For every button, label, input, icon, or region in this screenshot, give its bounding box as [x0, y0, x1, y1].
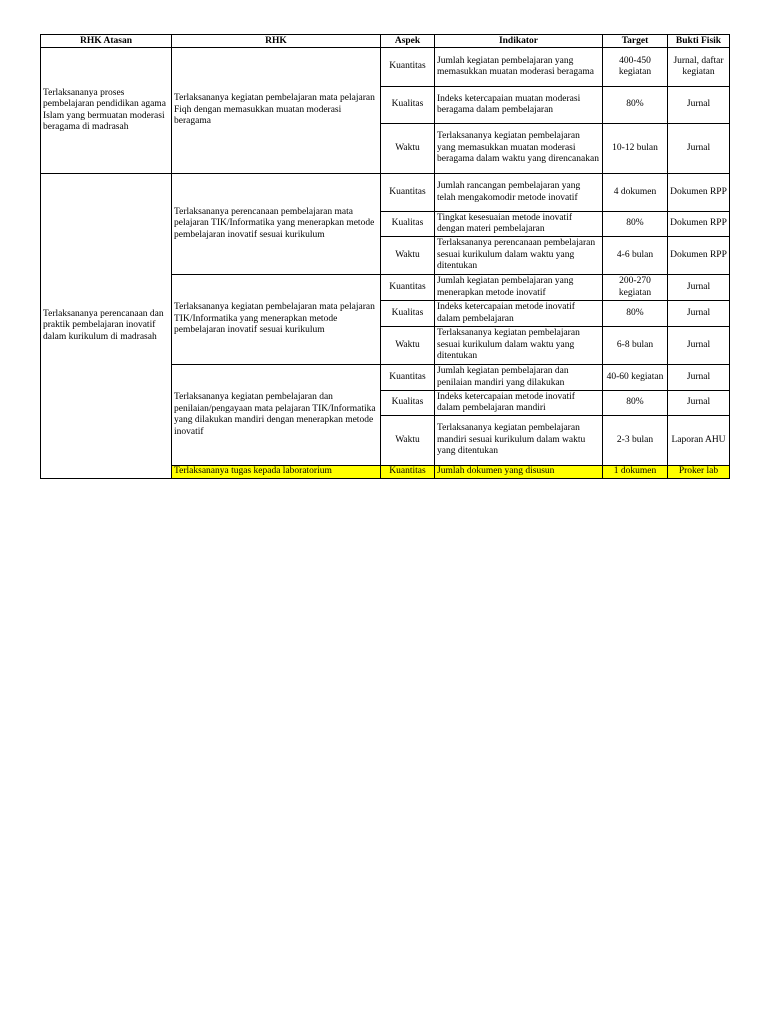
header-indikator: Indikator — [435, 35, 603, 48]
target-cell: 80% — [603, 212, 668, 237]
indikator-cell: Indeks ketercapaian metode inovatif dalam pembelajaran mandiri — [435, 391, 603, 416]
header-rhk-atasan: RHK Atasan — [41, 35, 172, 48]
table-row — [41, 174, 730, 212]
bukti-fisik-cell: Jurnal — [668, 301, 730, 327]
bukti-fisik-cell: Laporan AHU — [668, 416, 730, 466]
target-cell: 2-3 bulan — [603, 416, 668, 466]
rhk-cell: Terlaksananya kegiatan pembelajaran dan penilaian/pengayaan mata pelajaran TIK/Informatika yang dilakukan mandiri dengan menerapkan metode inovatif — [172, 365, 381, 466]
indikator-cell: Terlaksananya kegiatan pembelajaran yang memasukkan muatan moderasi beragama dalam waktu yang direncanakan — [435, 124, 603, 174]
target-cell: 1 dokumen — [603, 466, 668, 479]
target-cell: 400-450 kegiatan — [603, 48, 668, 87]
indikator-cell: Jumlah rancangan pembelajaran yang telah mengakomodir metode inovatif — [435, 174, 603, 212]
target-cell: 4-6 bulan — [603, 237, 668, 275]
bukti-fisik-cell: Jurnal — [668, 365, 730, 391]
aspek-cell: Kuantitas — [381, 174, 435, 212]
header-rhk: RHK — [172, 35, 381, 48]
target-cell: 80% — [603, 301, 668, 327]
bukti-fisik-cell: Jurnal — [668, 327, 730, 365]
bukti-fisik-cell: Dokumen RPP — [668, 237, 730, 275]
rhk-atasan-cell: Terlaksananya perencanaan dan praktik pembelajaran inovatif dalam kurikulum di madrasah — [41, 174, 172, 479]
bukti-fisik-cell: Jurnal — [668, 124, 730, 174]
header-target: Target — [603, 35, 668, 48]
rhk-cell: Terlaksananya kegiatan pembelajaran mata pelajaran Fiqh dengan memasukkan muatan moderasi beragama — [172, 48, 381, 174]
indikator-cell: Jumlah kegiatan pembelajaran yang menerapkan metode inovatif — [435, 275, 603, 301]
rhk-cell: Terlaksananya tugas kepada laboratorium — [172, 466, 381, 479]
header-bukti-fisik: Bukti Fisik — [668, 35, 730, 48]
indikator-cell: Jumlah kegiatan pembelajaran yang memasukkan muatan moderasi beragama — [435, 48, 603, 87]
aspek-cell: Waktu — [381, 327, 435, 365]
bukti-fisik-cell: Proker lab — [668, 466, 730, 479]
target-cell: 40-60 kegiatan — [603, 365, 668, 391]
aspek-cell: Kuantitas — [381, 48, 435, 87]
header-aspek: Aspek — [381, 35, 435, 48]
aspek-cell: Kualitas — [381, 391, 435, 416]
aspek-cell: Kualitas — [381, 87, 435, 124]
target-cell: 200-270 kegiatan — [603, 275, 668, 301]
target-cell: 80% — [603, 391, 668, 416]
indikator-cell: Terlaksananya kegiatan pembelajaran mandiri sesuai kurikulum dalam waktu yang ditentukan — [435, 416, 603, 466]
indikator-cell: Terlaksananya perencanaan pembelajaran sesuai kurikulum dalam waktu yang ditentukan — [435, 237, 603, 275]
aspek-cell: Kualitas — [381, 212, 435, 237]
indikator-cell: Indeks ketercapaian muatan moderasi beragama dalam pembelajaran — [435, 87, 603, 124]
bukti-fisik-cell: Jurnal — [668, 275, 730, 301]
target-cell: 80% — [603, 87, 668, 124]
rhk-cell: Terlaksananya kegiatan pembelajaran mata pelajaran TIK/Informatika yang menerapkan metode pembelajaran inovatif sesuai kurikulum — [172, 275, 381, 365]
indikator-cell: Jumlah dokumen yang disusun — [435, 466, 603, 479]
aspek-cell: Kuantitas — [381, 275, 435, 301]
bukti-fisik-cell: Dokumen RPP — [668, 174, 730, 212]
indikator-cell: Jumlah kegiatan pembelajaran dan penilaian mandiri yang dilakukan — [435, 365, 603, 391]
rhk-table — [40, 34, 730, 479]
bukti-fisik-cell: Jurnal — [668, 391, 730, 416]
target-cell: 6-8 bulan — [603, 327, 668, 365]
aspek-cell: Waktu — [381, 416, 435, 466]
rhk-atasan-cell: Terlaksananya proses pembelajaran pendidikan agama Islam yang bermuatan moderasi beragama di madrasah — [41, 48, 172, 174]
table-row — [41, 48, 730, 87]
aspek-cell: Waktu — [381, 124, 435, 174]
aspek-cell: Waktu — [381, 237, 435, 275]
header-row — [41, 35, 730, 48]
indikator-cell: Tingkat kesesuaian metode inovatif dengan materi pembelajaran — [435, 212, 603, 237]
bukti-fisik-cell: Jurnal — [668, 87, 730, 124]
aspek-cell: Kuantitas — [381, 466, 435, 479]
indikator-cell: Indeks ketercapaian metode inovatif dalam pembelajaran — [435, 301, 603, 327]
aspek-cell: Kualitas — [381, 301, 435, 327]
target-cell: 4 dokumen — [603, 174, 668, 212]
indikator-cell: Terlaksananya kegiatan pembelajaran sesuai kurikulum dalam waktu yang ditentukan — [435, 327, 603, 365]
bukti-fisik-cell: Dokumen RPP — [668, 212, 730, 237]
bukti-fisik-cell: Jurnal, daftar kegiatan — [668, 48, 730, 87]
aspek-cell: Kuantitas — [381, 365, 435, 391]
target-cell: 10-12 bulan — [603, 124, 668, 174]
rhk-cell: Terlaksananya perencanaan pembelajaran mata pelajaran TIK/Informatika yang menerapkan metode pembelajaran inovatif sesuai kurikulum — [172, 174, 381, 275]
